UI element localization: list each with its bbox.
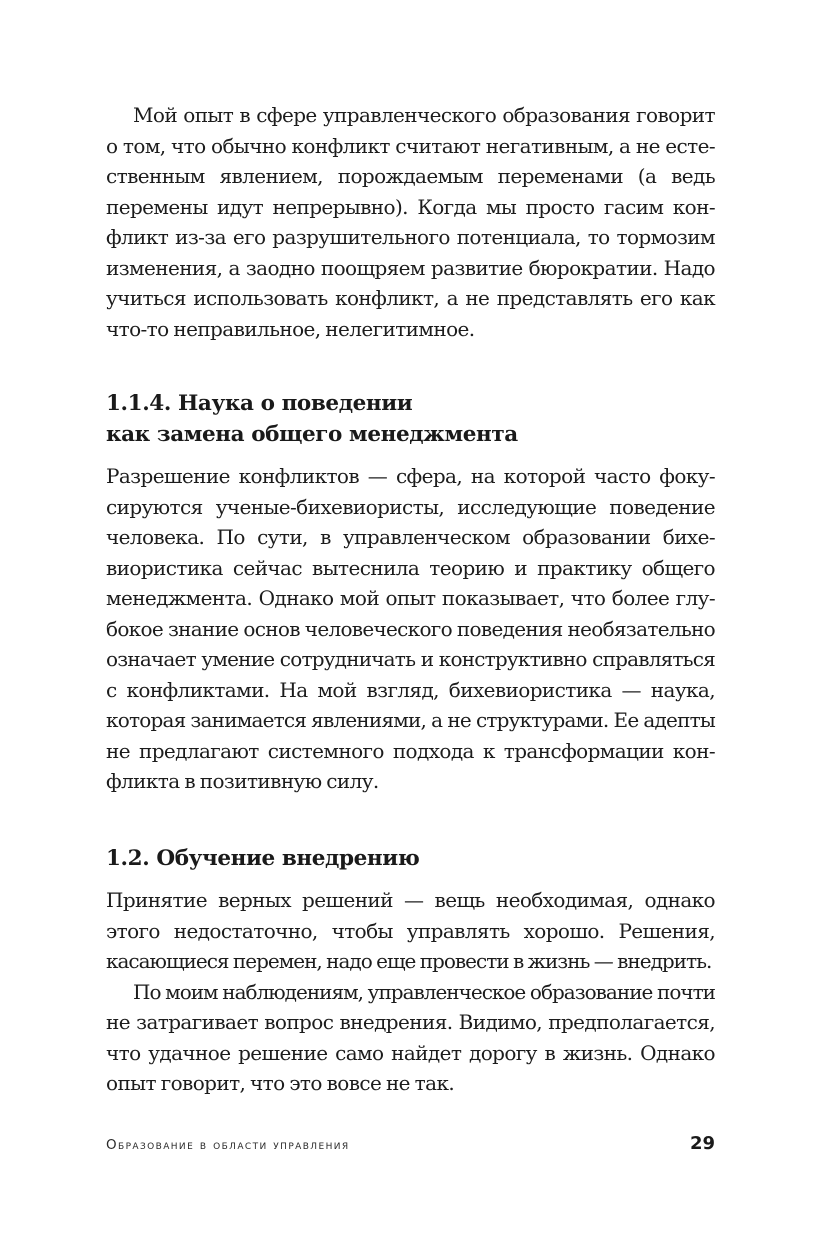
text-line: сируются ученые-бихевиористы, исследующие поведение bbox=[106, 494, 715, 519]
text-line: опыт говорит, что это вовсе не так. bbox=[106, 1071, 455, 1095]
paragraph-behavioral-science bbox=[106, 461, 715, 797]
text-line: не затрагивает вопрос внедрения. Видимо, предполагается, bbox=[106, 1010, 715, 1034]
running-footer-title: Образование в области управления bbox=[106, 1137, 350, 1153]
text-line: с конфликтами. На мой взгляд, бихевиористика — наука, bbox=[106, 677, 715, 702]
text-line: перемены идут непрерывно). Когда мы просто гасим кон- bbox=[106, 194, 715, 219]
paragraph-implementation bbox=[106, 885, 715, 1099]
heading-line: 1.1.4. Наука о поведении bbox=[106, 391, 413, 416]
text-line: о том, что обычно конфликт считают негативным, а не есте- bbox=[106, 133, 715, 158]
text-line: что удачное решение само найдет дорогу в жизнь. Однако bbox=[106, 1040, 715, 1065]
text-line: означает умение сотрудничать и конструктивно справляться bbox=[106, 647, 715, 671]
heading-line: 1.2. Обучение внедрению bbox=[106, 846, 420, 871]
text-line: По моим наблюдениям, управленческое образование почти bbox=[133, 979, 715, 1004]
text-line: не предлагают системного подхода к трансформации кон- bbox=[106, 738, 715, 763]
text-line: Принятие верных решений — вещь необходимая, однако bbox=[106, 888, 715, 912]
text-line: что-то неправильное, нелегитимное. bbox=[106, 316, 475, 341]
section-heading-1-2 bbox=[106, 843, 715, 874]
text-line: фликта в позитивную силу. bbox=[106, 769, 379, 793]
text-line: которая занимается явлениями, а не структурами. Ее адепты bbox=[106, 708, 715, 732]
text-line: этого недостаточно, чтобы управлять хорошо. Решения, bbox=[106, 918, 715, 943]
text-line: Мой опыт в сфере управленческого образования говорит bbox=[133, 103, 715, 127]
text-line: фликт из-за его разрушительного потенциала, то тормозим bbox=[106, 225, 715, 249]
text-line: виористика сейчас вытеснила теорию и практику общего bbox=[106, 555, 715, 580]
heading-line: как замена общего менеджмента bbox=[106, 422, 518, 447]
text-line: Разрешение конфликтов — сфера, на которой часто фоку- bbox=[106, 464, 715, 488]
text-line: изменения, а заодно поощряем развитие бюрократии. Надо bbox=[106, 255, 715, 280]
paragraph-conflict-view bbox=[106, 100, 715, 344]
text-line: ственным явлением, порождаемым переменами (а ведь bbox=[106, 164, 715, 188]
page-number: 29 bbox=[689, 1133, 715, 1154]
text-line: человека. По сути, в управленческом образовании бихе- bbox=[106, 525, 715, 549]
text-line: учиться использовать конфликт, а не представлять его как bbox=[106, 286, 715, 310]
text-line: бокое знание основ человеческого поведения необязательно bbox=[106, 616, 715, 641]
text-line: касающиеся перемен, надо еще провести в жизнь — внедрить. bbox=[106, 949, 712, 973]
text-line: менеджмента. Однако мой опыт показывает, что более глу- bbox=[106, 586, 715, 610]
section-heading-1-1-4 bbox=[106, 388, 715, 450]
